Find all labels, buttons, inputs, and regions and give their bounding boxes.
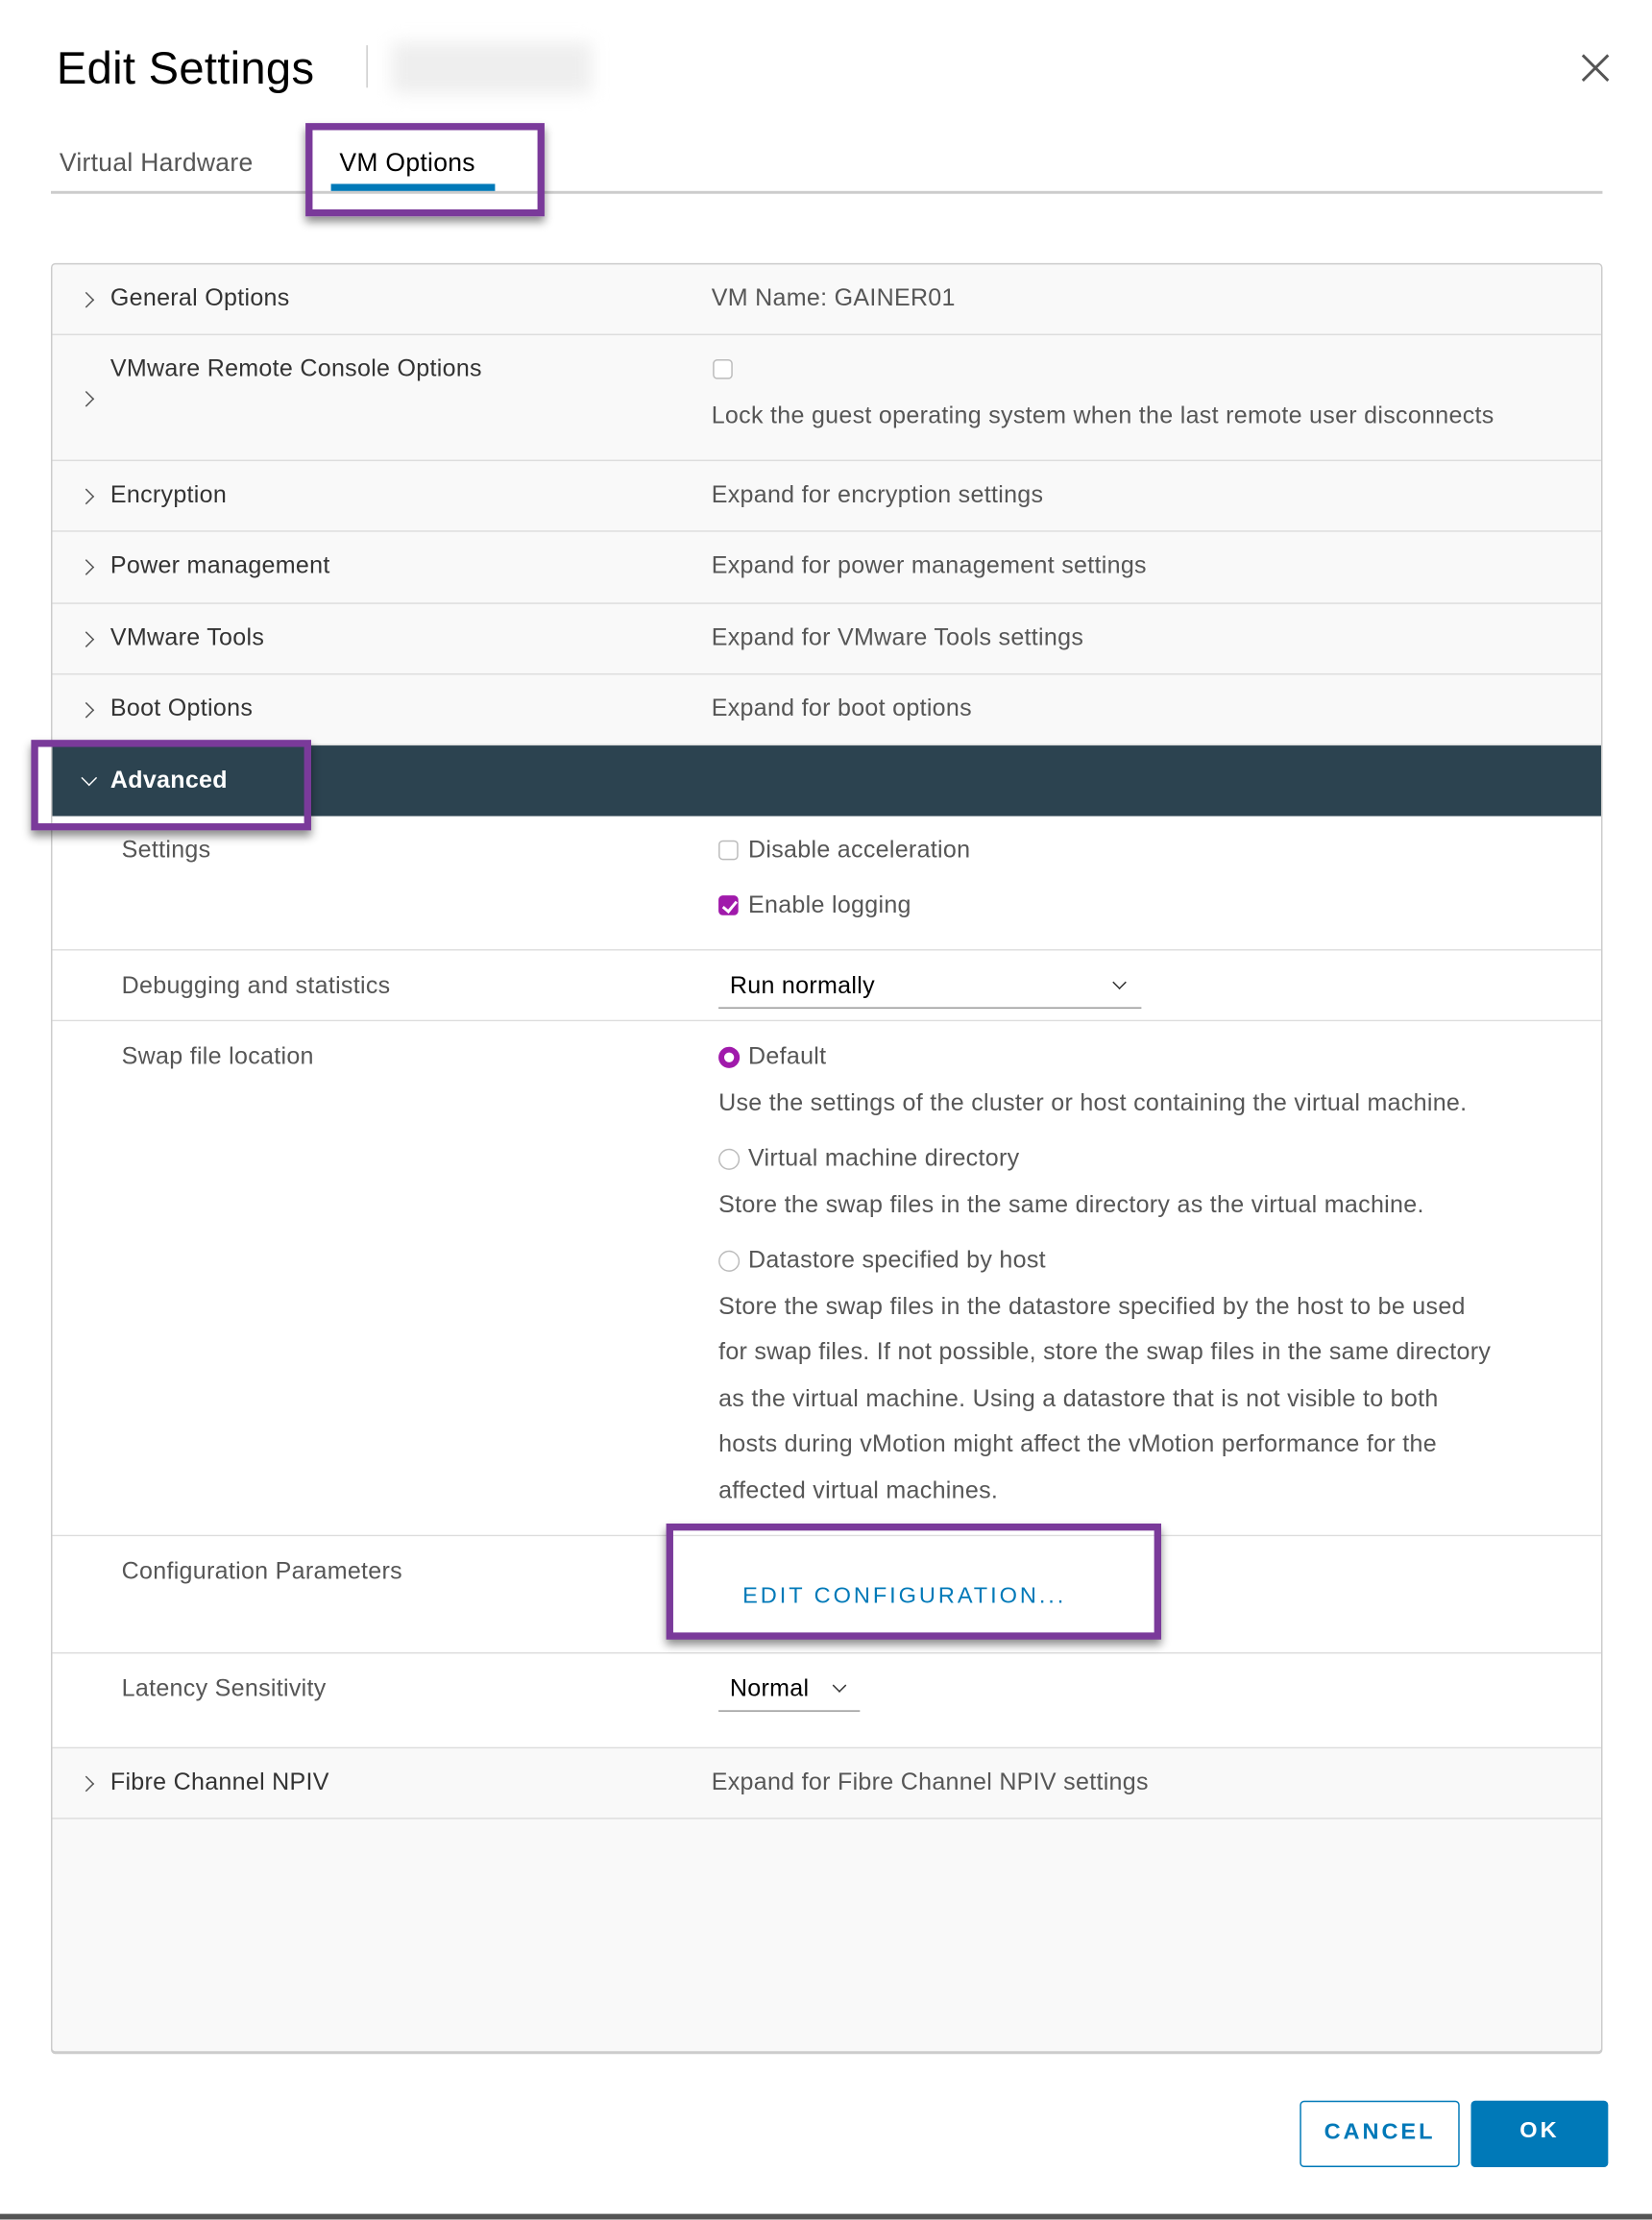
row-label: Swap file location: [121, 1042, 314, 1070]
chevron-right-icon: [78, 1776, 94, 1793]
cancel-button[interactable]: CANCEL: [1300, 2101, 1459, 2167]
radio-description: for swap files. If not possible, store the swap files in the same directory: [718, 1338, 1492, 1366]
radio-label: Default: [748, 1042, 827, 1070]
chevron-right-icon: [78, 391, 94, 407]
section-summary: Expand for power management settings: [711, 551, 1147, 579]
disable-acceleration-label: Disable acceleration: [748, 836, 971, 864]
tab-vm-options[interactable]: VM Options: [339, 148, 475, 178]
chevron-right-icon: [78, 702, 94, 719]
highlight-vm-options-tab: [305, 123, 545, 216]
disable-acceleration-checkbox[interactable]: [718, 841, 739, 861]
section-label: Fibre Channel NPIV: [109, 1768, 329, 1795]
ok-button[interactable]: OK: [1471, 2101, 1609, 2167]
latency-sensitivity-row: [52, 1653, 1600, 1748]
swap-file-location-row: [52, 1021, 1600, 1536]
chevron-right-icon: [78, 559, 94, 575]
dialog-title: Edit Settings: [56, 42, 315, 94]
enable-logging-checkbox[interactable]: [718, 895, 739, 915]
radio-description: as the virtual machine. Using a datastore that is not visible to both: [718, 1384, 1439, 1412]
section-remote-console-options[interactable]: [52, 335, 1600, 461]
swap-vm-directory-radio[interactable]: [718, 1149, 740, 1170]
radio-description: hosts during vMotion might affect the vMotion performance for the: [718, 1429, 1437, 1457]
lock-guest-os-checkbox[interactable]: [713, 359, 733, 379]
section-power-management[interactable]: [52, 532, 1600, 604]
section-label: Encryption: [109, 480, 228, 508]
radio-description: Store the swap files in the datastore specified by the host to be used: [718, 1292, 1466, 1320]
redacted-vm-name: [392, 42, 592, 93]
radio-description: affected virtual machines.: [718, 1476, 999, 1504]
highlight-advanced-section: [31, 740, 311, 830]
chevron-down-icon: [833, 1678, 847, 1693]
section-boot-options[interactable]: [52, 674, 1600, 745]
section-encryption[interactable]: [52, 461, 1600, 532]
row-label: Latency Sensitivity: [121, 1674, 327, 1702]
vm-name-value: VM Name: GAINER01: [711, 283, 956, 311]
chevron-right-icon: [78, 292, 94, 308]
section-label: VMware Tools: [109, 623, 265, 651]
swap-datastore-radio[interactable]: [718, 1251, 740, 1272]
swap-default-radio[interactable]: [718, 1047, 740, 1068]
select-value: Run normally: [729, 971, 875, 999]
radio-description: Use the settings of the cluster or host containing the virtual machine.: [718, 1088, 1468, 1116]
radio-description: Store the swap files in the same directory as the virtual machine.: [718, 1190, 1424, 1218]
section-summary: Expand for VMware Tools settings: [711, 623, 1084, 651]
section-summary: Expand for boot options: [711, 695, 972, 722]
section-fibre-channel-npiv[interactable]: [52, 1748, 1600, 1819]
latency-sensitivity-select[interactable]: [718, 1668, 860, 1712]
section-label: Power management: [109, 551, 330, 579]
edit-configuration-button[interactable]: EDIT CONFIGURATION...: [742, 1584, 1067, 1609]
row-label: Configuration Parameters: [121, 1557, 402, 1585]
chevron-down-icon: [1112, 975, 1127, 989]
tab-virtual-hardware[interactable]: Virtual Hardware: [59, 148, 254, 178]
radio-label: Virtual machine directory: [748, 1144, 1020, 1172]
chevron-right-icon: [78, 631, 94, 647]
debugging-select[interactable]: [718, 964, 1141, 1009]
section-vmware-tools[interactable]: [52, 604, 1600, 675]
debugging-row: [52, 951, 1600, 1022]
title-divider: [366, 45, 367, 87]
section-general-options[interactable]: [52, 264, 1600, 335]
advanced-settings-row: [52, 817, 1600, 951]
tab-bar-line: [51, 191, 1602, 194]
enable-logging-label: Enable logging: [748, 890, 911, 918]
chevron-right-icon: [78, 489, 94, 505]
section-label: Advanced: [109, 767, 228, 794]
highlight-edit-configuration: [667, 1524, 1161, 1640]
section-label: Boot Options: [109, 695, 254, 722]
lock-guest-os-label: Lock the guest operating system when the last remote user disconnects: [711, 402, 1494, 429]
row-label: Settings: [121, 836, 211, 864]
close-icon[interactable]: [1578, 51, 1612, 85]
section-label: VMware Remote Console Options: [109, 354, 482, 382]
select-value: Normal: [729, 1674, 810, 1702]
section-summary: Expand for encryption settings: [711, 480, 1044, 508]
row-label: Debugging and statistics: [121, 971, 391, 999]
section-summary: Expand for Fibre Channel NPIV settings: [711, 1768, 1149, 1795]
radio-label: Datastore specified by host: [748, 1246, 1046, 1274]
section-label: General Options: [109, 283, 290, 311]
